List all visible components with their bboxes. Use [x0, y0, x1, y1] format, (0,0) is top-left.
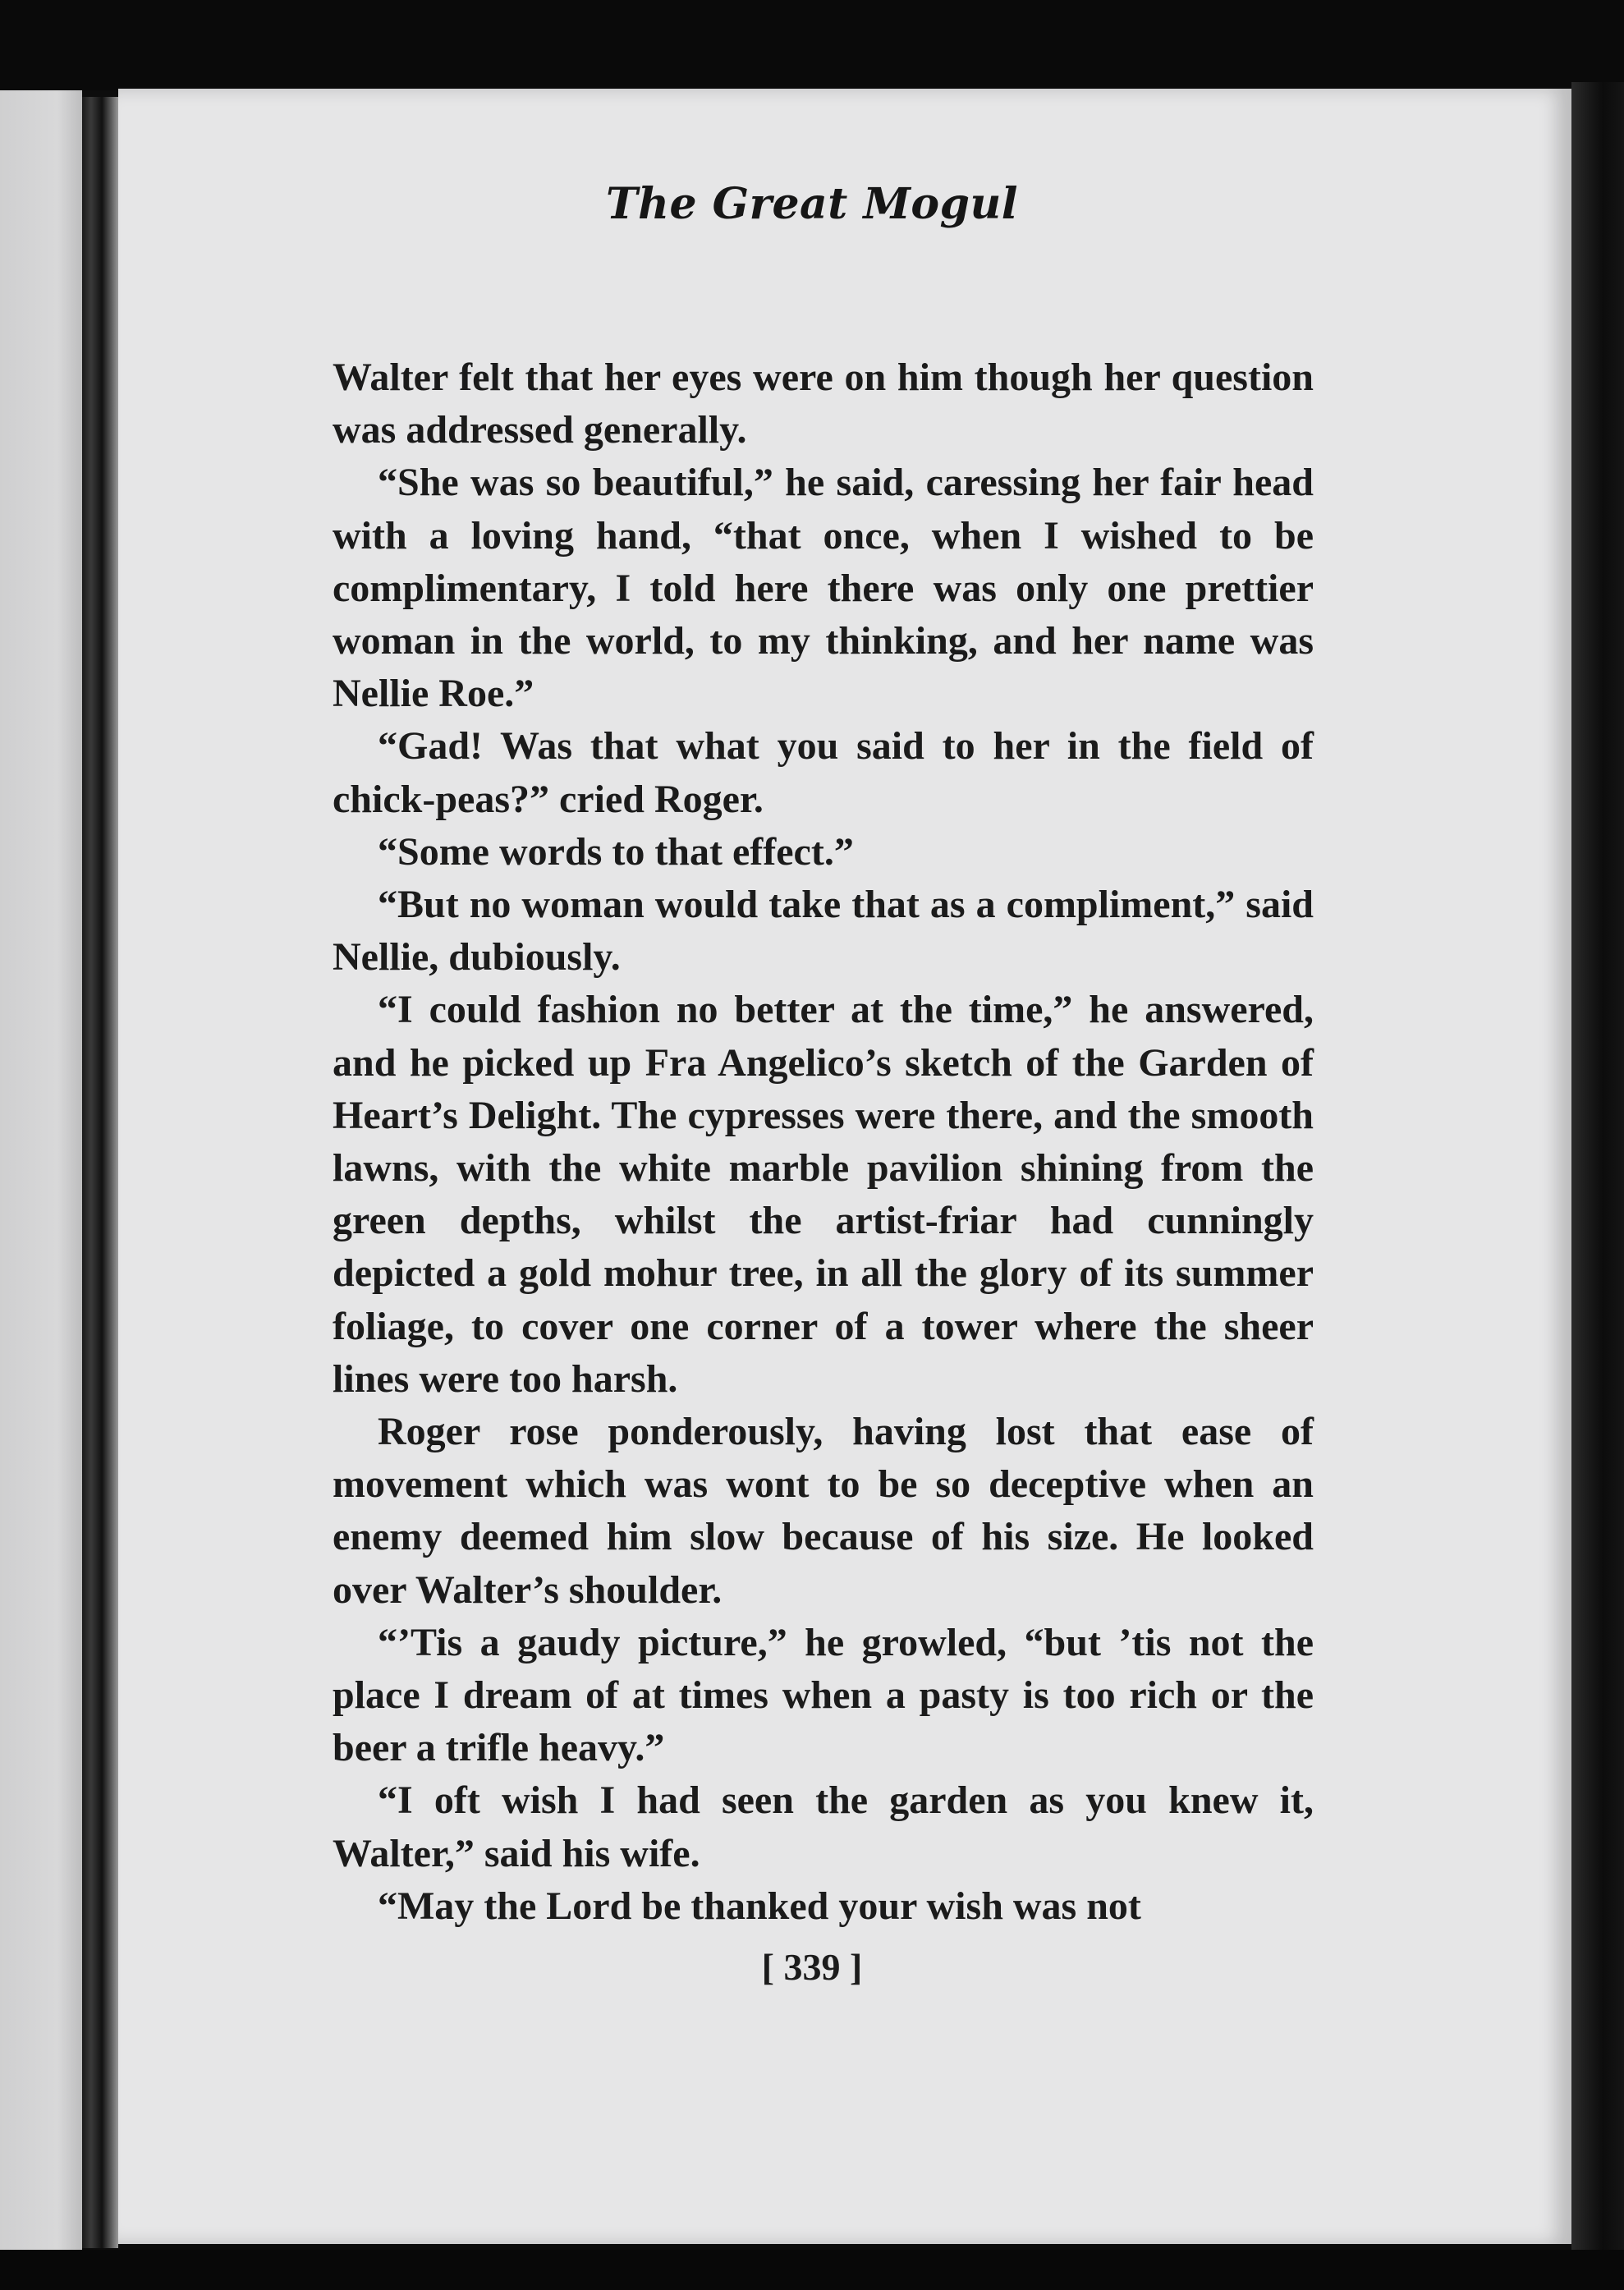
paragraph: Roger rose ponderously, having lost that ease of movement which was wont to be so deceptive when an enemy deemed him slow because of his size. He looked over Walter’s shoulder.	[333, 1410, 1314, 1612]
paragraph: “I could fashion no better at the time,” he answered, and he picked up Fra Angelico’s sketch of the Garden of Heart’s Delight. The cypresses were there, and the smooth lawns, with the white marble pavilion shining from the green depths, whilst the artist-friar had cunningly depicted a gold mohur tree, in all the glory of its summer foliage, to cover one corner of a tower where the sheer lines were too harsh.	[333, 988, 1314, 1401]
scan-right-border	[1571, 82, 1624, 2250]
paragraph: Walter felt that her eyes were on him though her question was addressed generally.	[333, 356, 1314, 452]
paragraph: “I oft wish I had seen the garden as you knew it, Walter,” said his wife.	[333, 1778, 1314, 1875]
page-number: [ 339 ]	[761, 1946, 863, 1988]
paragraph: “’Tis a gaudy picture,” he growled, “but ’tis not the place I dream of at times when a pasty is too rich or the beer a trifle heavy.”	[333, 1620, 1314, 1770]
paragraph: “May the Lord be thanked your wish was not	[378, 1884, 1141, 1928]
book-gutter	[82, 97, 118, 2248]
paragraph: “She was so beautiful,” he said, caressing her fair head with a loving hand, “that once, when I wished to be complimentary, I told here there was only one prettier woman in the world, to my thinking, and her name was Nellie Roe.”	[333, 461, 1314, 716]
left-page-edge	[0, 90, 82, 2250]
paragraph: “But no woman would take that as a compliment,” said Nellie, dubiously.	[333, 883, 1314, 980]
scan-bottom-border	[0, 2250, 1624, 2290]
paragraph: “Some words to that effect.”	[378, 829, 854, 874]
running-head: The Great Mogul	[605, 179, 1019, 229]
paragraph: “Gad! Was that what you said to her in the field of chick-peas?” cried Roger.	[333, 724, 1314, 821]
body-text	[333, 351, 1314, 1933]
scan-top-border	[0, 0, 1624, 90]
